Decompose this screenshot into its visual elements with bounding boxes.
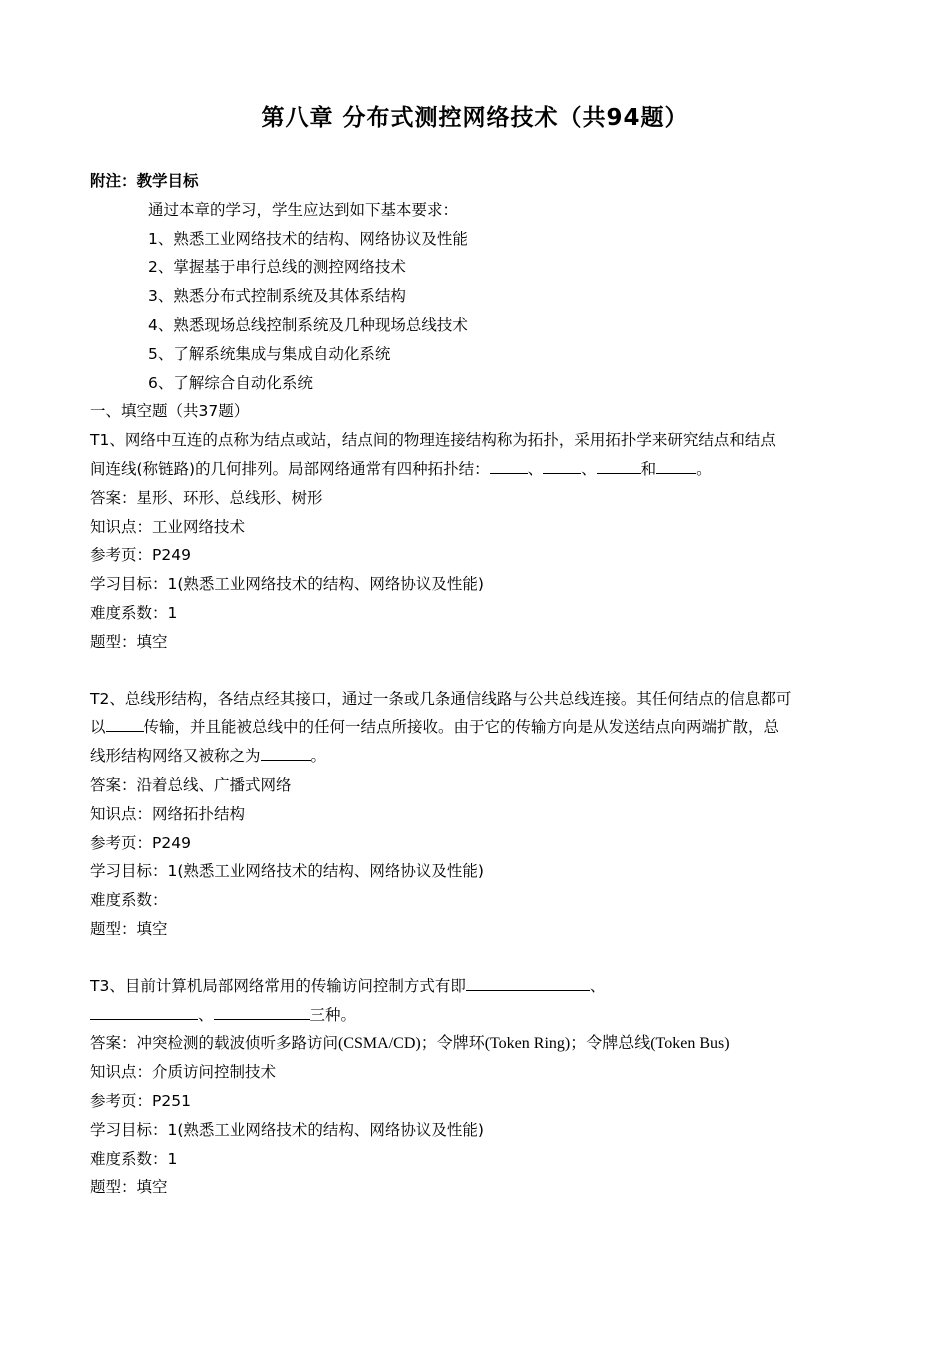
question-2-text: 传输，并且能被总线中的任何一结点所接收。由于它的传输方向是从发送结点向两端扩散，总: [143, 718, 780, 737]
answer-text-latin: (CSMA/CD)；令牌环(Token Ring)；令牌总线(Token Bus): [338, 1035, 730, 1053]
answer-blank: [490, 456, 528, 474]
spacer: [90, 944, 860, 972]
question-1-goal: 学习目标：1(熟悉工业网络技术的结构、网络协议及性能): [90, 575, 484, 594]
chapter-title: 第八章 分布式测控网络技术（共94题）: [261, 105, 689, 131]
goal-item: 2、掌握基于串行总线的测控网络技术: [148, 258, 406, 277]
question-2-answer: 答案：沿着总线、广播式网络: [90, 775, 292, 794]
spacer: [90, 657, 860, 685]
question-3-text-line: [90, 1001, 860, 1030]
question-2-knowledge: 知识点：网络拓扑结构: [90, 804, 246, 823]
answer-text: 答案：冲突检测的载波侦听多路访问: [90, 1034, 339, 1053]
question-2-text: 。: [310, 747, 327, 766]
question-3-knowledge: 知识点：介质访问控制技术: [90, 1063, 277, 1082]
question-1-type: 题型：填空: [90, 632, 168, 651]
question-2-text-line: [90, 742, 860, 771]
goal-item: 6、了解综合自动化系统: [148, 373, 313, 392]
question-3-text-line: [90, 972, 860, 1001]
separator: 、: [589, 976, 606, 995]
answer-blank: [656, 456, 696, 474]
question-3-answer: [90, 1029, 860, 1058]
question-2-page: 参考页：P249: [90, 833, 191, 852]
section-heading: 一、填空题（共37题）: [90, 402, 250, 421]
question-2-text: 线形结构网络又被称之为: [90, 747, 261, 766]
document-body: [90, 167, 860, 1202]
separator: 、: [198, 1005, 214, 1024]
question-3-difficulty: 难度系数：1: [90, 1149, 178, 1168]
question-3-page: 参考页：P251: [90, 1091, 191, 1110]
goal-item: 5、了解系统集成与集成自动化系统: [148, 344, 391, 363]
question-2-goal: 学习目标：1(熟悉工业网络技术的结构、网络协议及性能): [90, 862, 484, 881]
question-2-difficulty: 难度系数：: [90, 891, 168, 910]
answer-blank: [597, 456, 641, 474]
separator: 和: [640, 459, 657, 478]
answer-blank: [214, 1002, 310, 1020]
question-1-text-line: [90, 455, 860, 484]
question-1-text-line: T1、网络中互连的点称为结点或站，结点间的物理连接结构称为拓扑，采用拓扑学来研究结点和结点: [90, 431, 776, 450]
question-1-difficulty: 难度系数：1: [90, 603, 178, 622]
question-1-answer: 答案：星形、环形、总线形、树形: [90, 488, 323, 507]
question-2-type: 题型：填空: [90, 919, 168, 938]
question-3-text: 三种。: [309, 1005, 357, 1024]
question-2-text-line: [90, 713, 860, 742]
answer-blank: [90, 1002, 198, 1020]
note-intro: 通过本章的学习，学生应达到如下基本要求：: [148, 200, 459, 219]
answer-blank: [261, 743, 311, 761]
separator: 、: [581, 459, 597, 478]
separator: 。: [696, 459, 712, 478]
question-2-text-line: T2、总线形结构，各结点经其接口，通过一条或几条通信线路与公共总线连接。其任何结点的信息都可: [90, 689, 792, 708]
answer-blank: [106, 714, 144, 732]
question-1-knowledge: 知识点：工业网络技术: [90, 517, 246, 536]
answer-blank: [466, 973, 590, 991]
goal-item: 3、熟悉分布式控制系统及其体系结构: [148, 287, 406, 306]
goal-item: 4、熟悉现场总线控制系统及几种现场总线技术: [148, 315, 468, 334]
question-3-goal: 学习目标：1(熟悉工业网络技术的结构、网络协议及性能): [90, 1120, 484, 1139]
question-2-text: 以: [90, 718, 106, 737]
question-1-text: 间连线(称链路)的几何排列。局部网络通常有四种拓扑结：: [90, 459, 490, 478]
question-3-type: 题型：填空: [90, 1178, 168, 1197]
goal-item: 1、熟悉工业网络技术的结构、网络协议及性能: [148, 229, 468, 248]
answer-blank: [543, 456, 581, 474]
note-heading: 附注：教学目标: [90, 172, 199, 190]
separator: 、: [527, 459, 544, 478]
question-1-page: 参考页：P249: [90, 546, 191, 565]
question-3-text: T3、目前计算机局部网络常用的传输访问控制方式有即: [90, 976, 466, 995]
